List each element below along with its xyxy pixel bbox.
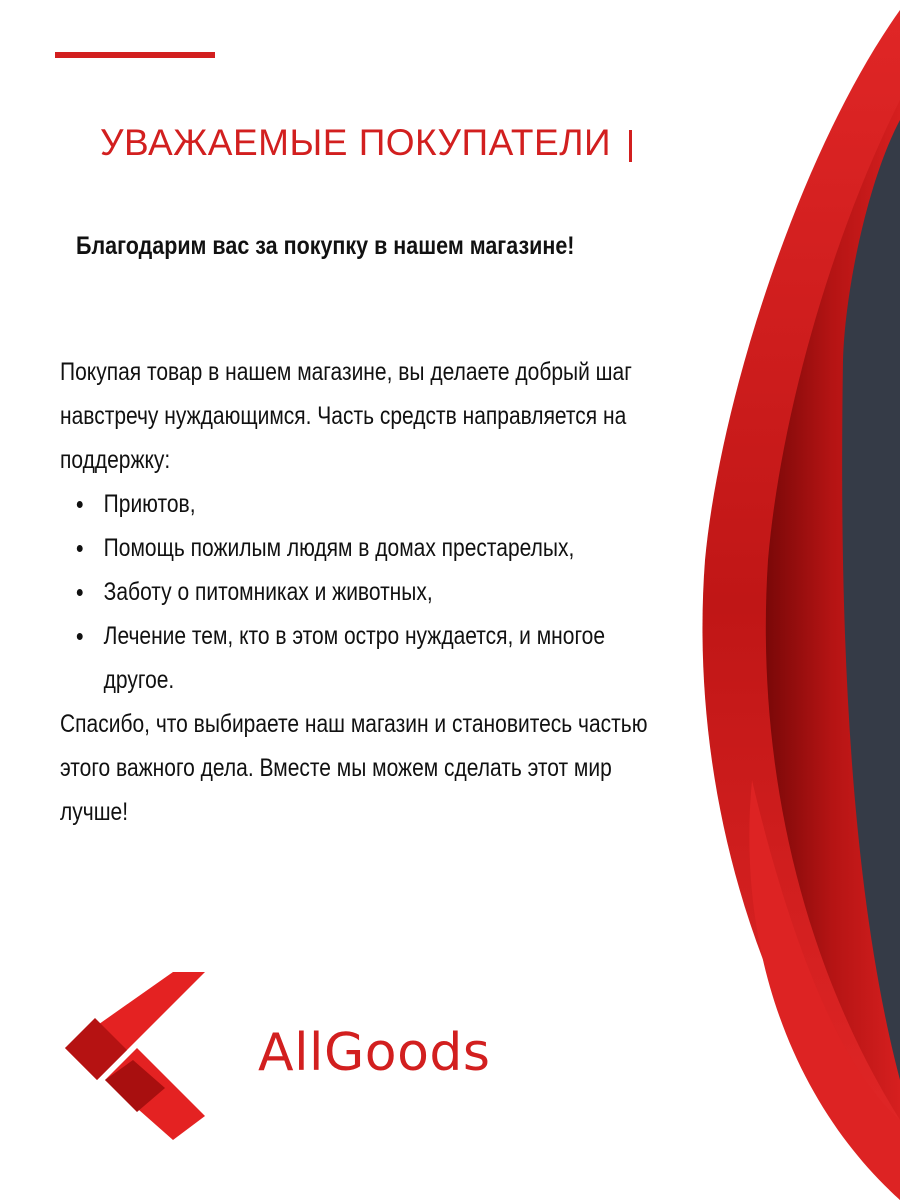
list-item: Приютов, [104, 482, 665, 526]
thank-you-subtitle: Благодарим вас за покупку в нашем магазине! [76, 232, 575, 260]
brand-name: AllGoods [258, 1023, 491, 1083]
page-title: УВАЖАЕМЫЕ ПОКУПАТЕЛИ [100, 122, 612, 163]
allgoods-logo-icon [65, 970, 205, 1142]
support-list [60, 482, 665, 702]
closing-paragraph: Спасибо, что выбираете наш магазин и становитесь частью этого важного дела. Вместе мы можем сделать этот мир лучше! [60, 710, 648, 826]
list-item: Лечение тем, кто в этом остро нуждается, и многое другое. [104, 614, 665, 702]
intro-paragraph: Покупая товар в нашем магазине, вы делаете добрый шаг навстречу нуждающимся. Часть средств направляется на поддержку: [60, 358, 632, 474]
top-accent-rule [55, 52, 215, 58]
title-cursor-mark [629, 130, 632, 162]
list-item: Помощь пожилым людям в домах престарелых, [104, 526, 665, 570]
body-text [60, 350, 665, 834]
list-item: Заботу о питомниках и животных, [104, 570, 665, 614]
